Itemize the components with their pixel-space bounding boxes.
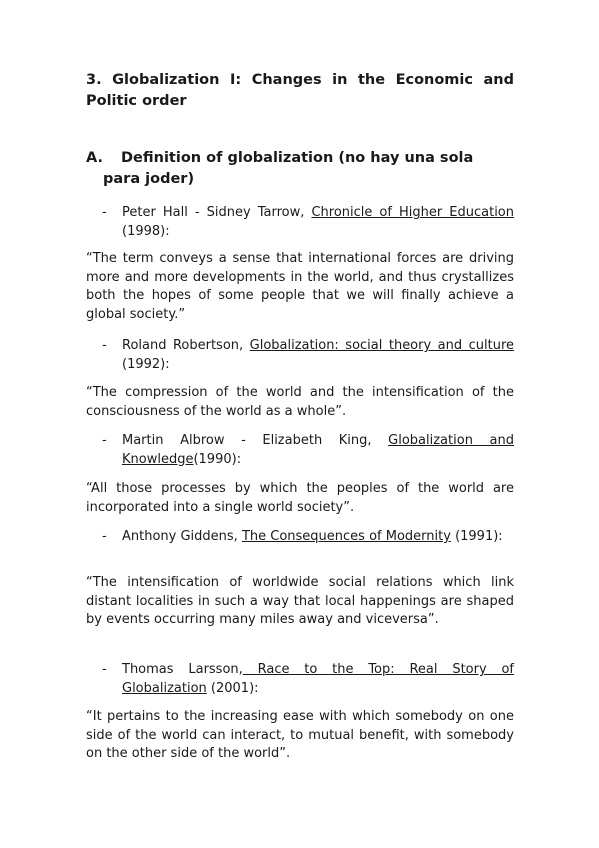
citation-author: Peter Hall - Sidney Tarrow, — [122, 205, 312, 220]
bullet-dash: - — [102, 433, 107, 448]
source-citation — [102, 661, 514, 698]
definition-quote: “The compression of the world and the intensification of the consciousness of the world as a whole”. — [86, 385, 514, 419]
definition-quote: “The intensification of worldwide social relations which link distant localities in such a way that local happenings are shaped by events occurring many miles away and viceversa”. — [86, 575, 514, 627]
source-citation — [102, 204, 514, 241]
citation-work-title: The Consequences of Modernity — [241, 529, 451, 544]
source-citation — [102, 432, 514, 469]
bullet-dash: - — [102, 205, 107, 220]
source-citation — [102, 528, 514, 547]
citation-work-title: Chronicle of Higher Education — [311, 205, 515, 220]
bullet-dash: - — [102, 529, 107, 544]
citation-year: (1992): — [122, 356, 170, 372]
citation-year: (2001): — [206, 680, 259, 696]
citation-work-title: Race to the Top: Real Story of Globalization — [122, 662, 515, 696]
citation-author: Martin Albrow - Elizabeth King, — [122, 433, 389, 448]
citation-year: (1998): — [122, 223, 170, 239]
section-heading — [86, 148, 514, 190]
citation-year: (1990): — [193, 451, 242, 467]
section-number: A. — [86, 150, 103, 166]
citation-year: (1991): — [450, 529, 503, 544]
source-citation — [102, 337, 514, 374]
citation-author: Anthony Giddens, — [122, 529, 242, 544]
bullet-dash: - — [102, 662, 107, 677]
citation-author: Thomas Larsson, — [122, 662, 243, 677]
definition-quote: “The term conveys a sense that international forces are driving more and more developments in the world, and thus crystallizes both the hopes of some people that we will finally achieve a global society.” — [86, 251, 514, 322]
section-title: Definition of globalization (no hay una sola para joder) — [103, 150, 474, 187]
citation-work-title: Globalization: social theory and culture — [249, 338, 515, 353]
bullet-dash: - — [102, 338, 107, 353]
definition-quote: “All those processes by which the peoples of the world are incorporated into a single world society”. — [86, 481, 514, 515]
citation-author: Roland Robertson, — [122, 338, 250, 353]
citation-work-title: Globalization and Knowledge — [122, 433, 514, 467]
definition-quote: “It pertains to the increasing ease with which somebody on one side of the world can interact, to mutual benefit, with somebody on the other side of the world”. — [86, 709, 514, 761]
chapter-heading: 3. Globalization I: Changes in the Economic and Politic order — [86, 72, 514, 109]
